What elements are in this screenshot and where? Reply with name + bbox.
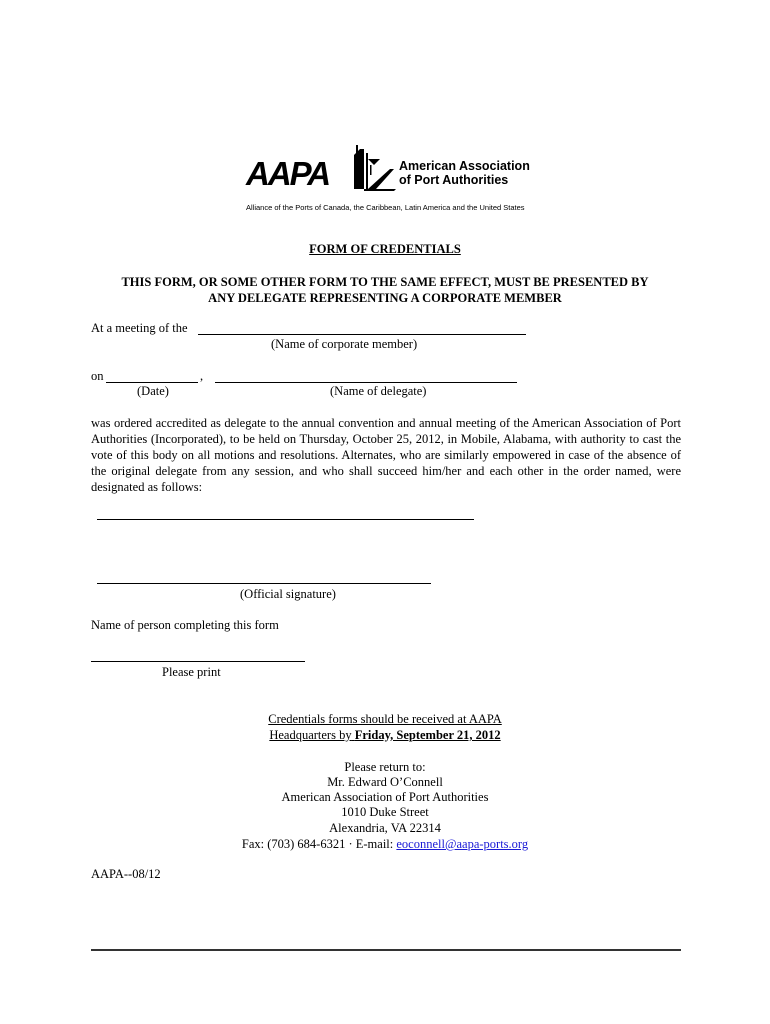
on-label: on bbox=[91, 369, 104, 383]
email-link[interactable]: eoconnell@aapa-ports.org bbox=[396, 837, 529, 851]
corporate-member-field[interactable] bbox=[198, 334, 526, 335]
meeting-label: At a meeting of the bbox=[91, 321, 188, 335]
comma: , bbox=[200, 369, 204, 383]
document-code: AAPA--08/12 bbox=[91, 867, 161, 881]
aapa-logo bbox=[246, 145, 536, 220]
signature-field[interactable] bbox=[97, 583, 431, 584]
logo-wordmark: AAPA bbox=[246, 155, 330, 192]
date-field[interactable] bbox=[106, 382, 198, 383]
print-caption: Please print bbox=[162, 665, 221, 679]
form-title: FORM OF CREDENTIALS bbox=[309, 242, 461, 256]
return-city: Alexandria, VA 22314 bbox=[329, 821, 441, 835]
fax-label: Fax: (703) 684-6321 · E-mail: bbox=[241, 837, 394, 851]
form-subtitle-line2: ANY DELEGATE REPRESENTING A CORPORATE MEMBER bbox=[208, 291, 562, 305]
return-name: Mr. Edward O’Connell bbox=[327, 775, 443, 789]
form-subtitle-line1: THIS FORM, OR SOME OTHER FORM TO THE SAME EFFECT, MUST BE PRESENTED BY bbox=[121, 275, 649, 289]
logo-org-line1: American Association bbox=[399, 159, 530, 173]
delegate-name-field[interactable] bbox=[215, 382, 517, 383]
ship-icon bbox=[350, 145, 398, 191]
signature-caption: (Official signature) bbox=[240, 587, 336, 601]
logo-org-line2: of Port Authorities bbox=[399, 173, 509, 187]
date-caption: (Date) bbox=[137, 384, 169, 398]
notice-line2 bbox=[0, 728, 770, 743]
alternates-field[interactable] bbox=[97, 519, 474, 520]
return-heading: Please return to: bbox=[344, 760, 426, 774]
corporate-member-caption: (Name of corporate member) bbox=[271, 337, 418, 351]
notice-line1: Credentials forms should be received at AAPA bbox=[268, 712, 502, 726]
return-contact bbox=[0, 837, 770, 852]
return-org: American Association of Port Authorities bbox=[281, 790, 489, 804]
notice-prefix: Headquarters by bbox=[269, 728, 352, 742]
completing-label: Name of person completing this form bbox=[91, 618, 279, 632]
return-street: 1010 Duke Street bbox=[341, 805, 429, 819]
print-name-field[interactable] bbox=[91, 661, 305, 662]
deadline-date: Friday, September 21, 2012 bbox=[354, 728, 501, 742]
body-paragraph: was ordered accredited as delegate to the annual convention and annual meeting of the American Association of Port Authorities (Incorporated), to be held on Thursday, October 25, 2012, in Mobile, Alabama, with authority to cast the vote of this body on all motions and resolutions. Alternates, who are similarly empowered in case of the absence of the original delegate from any session, and who shall succeed him/her and each other in the order named, were designated as follows: bbox=[91, 416, 681, 494]
delegate-caption: (Name of delegate) bbox=[330, 384, 427, 398]
logo-tagline: Alliance of the Ports of Canada, the Caribbean, Latin America and the United States bbox=[246, 203, 525, 212]
footer-rule bbox=[91, 949, 681, 951]
